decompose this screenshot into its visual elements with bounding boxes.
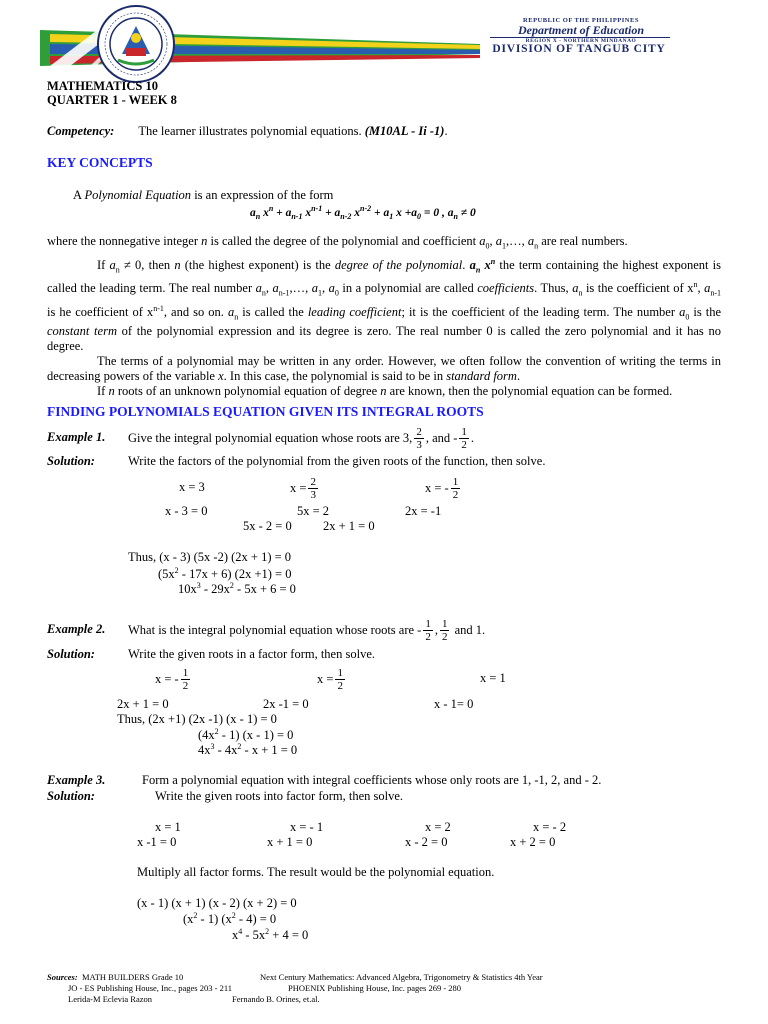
example3-expanded-line: $(x^2 - 1)$ $(x^2 - 4) = 0$ (183, 911, 277, 927)
example3-root-2: x = - 1 (290, 820, 324, 834)
example2-label: Example 2. (47, 622, 106, 636)
example1-thus-line: Thus, (x - 3) (5x -2) (2x + 1) = 0 (128, 550, 292, 564)
example2-factor-2: 2x -1 = 0 (263, 697, 309, 711)
example1-expanded-line: $(5x^2 - 17x + 6)$ (2x +1) = 0 (158, 566, 292, 582)
example1-factor-5: 2x + 1 = 0 (323, 519, 375, 533)
example2-root-1: x = - $\frac{1}{2}$ (155, 666, 189, 692)
example3-factor-4: x + 2 = 0 (510, 835, 556, 849)
example3-factor-2: x + 1 = 0 (267, 835, 313, 849)
example2-root-2: x = $\frac{1}{2}$ (317, 666, 343, 692)
competency-code: (M10AL - Ii -1) (364, 124, 445, 138)
sources-right-2: PHOENIX Publishing House, Inc. pages 269 - 280 (288, 983, 462, 993)
sources-right-3: Fernando B. Orines, et.al. (232, 994, 320, 1004)
competency-label: Competency: (47, 124, 115, 138)
key-concepts-heading: KEY CONCEPTS (47, 155, 153, 170)
example1-root-3: x = - $\frac{1}{2}$ (425, 475, 459, 501)
example2-thus-line: Thus, (2x +1) (2x -1) (x - 1) = 0 (117, 712, 277, 726)
example2-expanded-line: $(4x^2 - 1)$ (x - 1) = 0 (198, 727, 294, 743)
example1-final-equation: $10x^3 - 29x^2 - 5x + 6 = 0$ (178, 581, 296, 597)
example2-solution-label: Solution: (47, 647, 95, 661)
example2-question: What is the integral polynomial equation whose roots are - $\frac{1}{2}$ , $\frac{1}{2}$ and 1. (128, 617, 486, 643)
example1-root-2: x = $\frac{2}{3}$ (290, 475, 316, 501)
example1-root-1: x = 3 (179, 480, 205, 494)
header-region: REGION X - NORTHERN MINDANAO (525, 38, 637, 44)
example3-factored-line: (x - 1) (x + 1) (x - 2) (x + 2) = 0 (137, 896, 297, 910)
sources-line-1: Sources: MATH BUILDERS Grade 10 (47, 972, 184, 982)
example1-factor-4: 5x - 2 = 0 (243, 519, 292, 533)
title-quarter: QUARTER 1 - WEEK 8 (47, 93, 177, 107)
example3-final-equation: $x^4 - 5x^2 + 4 = 0$ (232, 927, 309, 943)
example2-root-3: x = 1 (480, 671, 506, 685)
sources-line-2: JO - ES Publishing House, Inc., pages 203 - 211 (68, 983, 233, 993)
sources-line-3: Lerida-M Eclevia Razon (68, 994, 153, 1004)
finding-heading: FINDING POLYNOMIALS EQUATION GIVEN ITS INTEGRAL ROOTS (47, 404, 484, 419)
competency-text: The learner illustrates polynomial equations. (138, 124, 362, 138)
general-form-equation: $a_n$ $x^n + a_{n-1}$ $x^{n-1} + a_{n-2}$ $x^{n-2} + a_1$ $x +a_0 = 0$ , $a_n \ne 0$ (250, 204, 476, 222)
example2-factor-3: x - 1= 0 (434, 697, 474, 711)
example2-factor-1: 2x + 1 = 0 (117, 697, 169, 711)
header-division: DIVISION OF TANGUB CITY (492, 43, 666, 55)
header-department: Department of Education (517, 23, 644, 37)
example1-label: Example 1. (47, 430, 106, 444)
example1-solution-text: Write the factors of the polynomial from the given roots of the function, then solve. (128, 454, 546, 468)
example1-factor-1: x - 3 = 0 (165, 504, 208, 518)
example1-factor-3: 2x = -1 (405, 504, 442, 518)
example3-root-3: x = 2 (425, 820, 451, 834)
example1-question: Give the integral polynomial equation whose roots are 3, $\frac{2}{3}$ , and - $\frac{1}{2}$ . (128, 425, 475, 451)
example3-root-4: x = - 2 (533, 820, 567, 834)
example3-multiply-text: Multiply all factor forms. The result would be the polynomial equation. (137, 865, 495, 879)
example1-solution-label: Solution: (47, 454, 95, 468)
competency-line: Competency: The learner illustrates polynomial equations. (M10AL - Ii -1). (47, 124, 448, 138)
concept-paragraph-1: where the nonnegative integer n is called the degree of the polynomial and coefficient $a_0$, $a_1,\dots$, $a_n$ are real numbers. If $a_n \ne 0$, then n (the highest exponent) is the degree of the polynomial. $a_n$ $x^n$ the term containing the highest exponent is called the leading term. The real number $a_n$, $a_{n-1},\dots$, $a_1$, $a_0$ in a polynomial are called coefficients. Thus, $a_n$ is the coefficient of $x^n$, $a_{n-1}$ is he coefficient of $x^{n-1}$, and so on. $a_n$ is called the leading coefficient; it is the coefficient of the leading term. The number $a_0$ is the constant term of the polynomial expression and its degree is zero. The real number 0 is called the zero polynomial and it has no degree. The terms of a polynomial may be written in any order. However, we often follow the convention of writing the terms in decreasing powers of the variable x. In this case, the polynomial is said to be in standard form. If n roots of an unknown polynomial equation of degree n are known, then the polynomial equation can be formed. (47, 234, 722, 399)
example3-factor-3: x - 2 = 0 (405, 835, 448, 849)
header-republic: REPUBLIC OF THE PHILIPPINES (523, 17, 639, 24)
example3-factor-1: x -1 = 0 (137, 835, 177, 849)
example3-root-1: x = 1 (155, 820, 181, 834)
sources-right-1: Next Century Mathematics: Advanced Algebra, Trigonometry & Statistics 4th Year (260, 972, 543, 982)
example3-label: Example 3. (47, 773, 106, 787)
example3-question: Form a polynomial equation with integral coefficients whose only roots are 1, -1, 2, and - 2. (142, 773, 602, 787)
example1-factor-2: 5x = 2 (297, 504, 330, 518)
deped-seal-logo (96, 4, 176, 84)
example2-solution-text: Write the given roots in a factor form, then solve. (128, 647, 375, 661)
example2-final-equation: $4x^3 - 4x^2 - x + 1 = 0$ (198, 742, 298, 758)
title-subject: MATHEMATICS 10 (47, 79, 158, 93)
example3-solution-text: Write the given roots into factor form, then solve. (155, 789, 404, 803)
example3-solution-label: Solution: (47, 789, 95, 803)
polynomial-definition: A Polynomial Equation is an expression of the form (73, 188, 334, 202)
